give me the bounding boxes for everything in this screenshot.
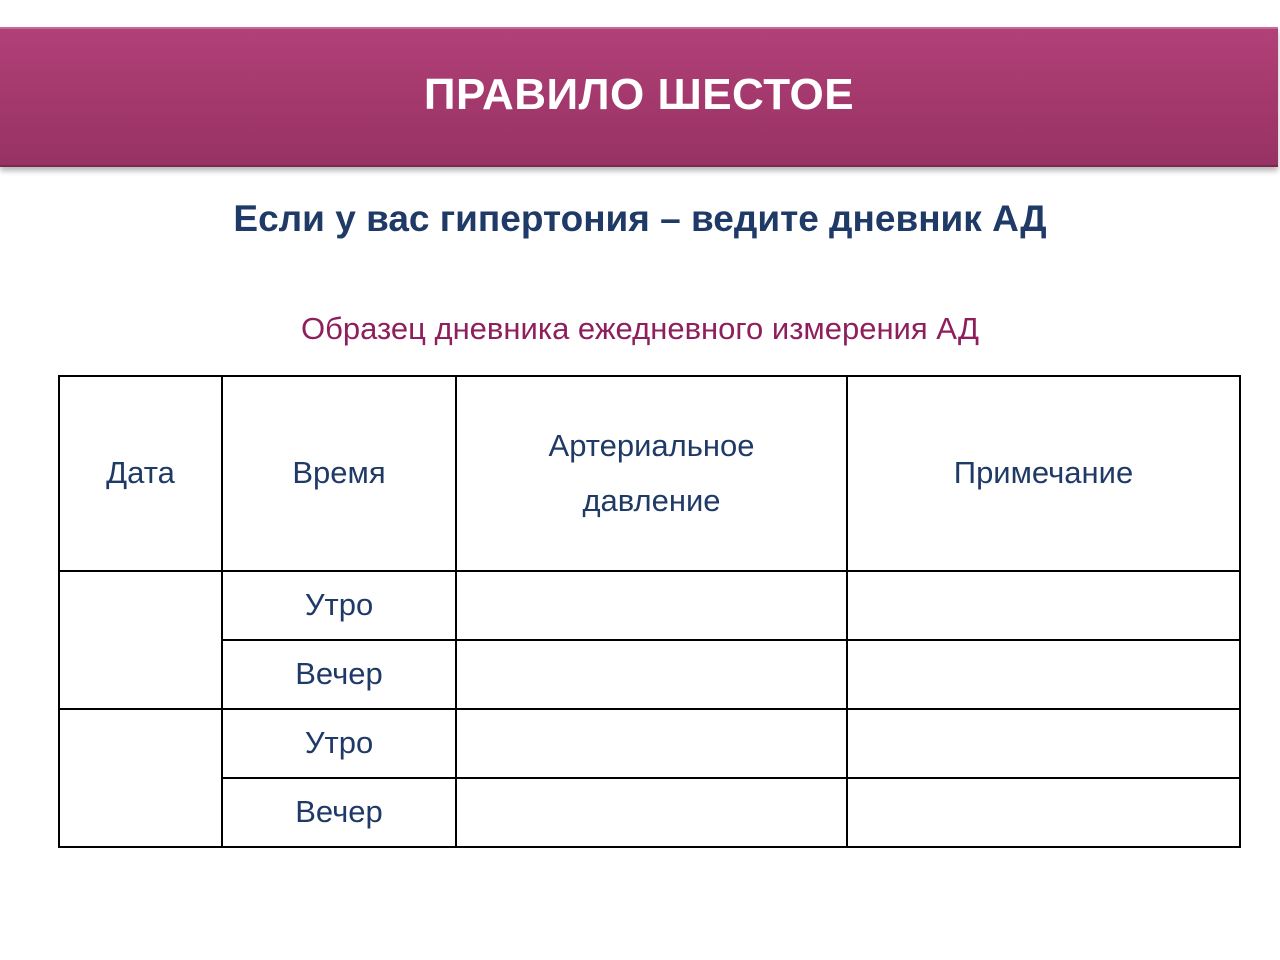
note-cell [847, 778, 1240, 847]
time-cell: Вечер [222, 778, 456, 847]
header-pressure [456, 376, 847, 571]
title-banner [0, 27, 1278, 167]
pressure-cell [456, 640, 847, 709]
header-time: Время [222, 376, 456, 571]
bp-diary-table [58, 375, 1241, 848]
time-cell: Утро [222, 571, 456, 640]
table-row [59, 709, 1240, 778]
table-row [59, 640, 1240, 709]
header-pressure-line1: Артериальное [548, 428, 755, 464]
slide-subtitle: Если у вас гипертония – ведите дневник АД [233, 198, 1047, 239]
header-note: Примечание [847, 376, 1240, 571]
table-caption: Образец дневника ежедневного измерения АД [301, 311, 979, 346]
table-header-row [59, 376, 1240, 571]
time-cell: Вечер [222, 640, 456, 709]
slide-title: ПРАВИЛО ШЕСТОЕ [423, 70, 855, 119]
date-cell [59, 709, 222, 847]
pressure-cell [456, 709, 847, 778]
note-cell [847, 640, 1240, 709]
time-cell: Утро [222, 709, 456, 778]
pressure-cell [456, 778, 847, 847]
date-cell [59, 571, 222, 709]
header-pressure-line2: давление [582, 482, 721, 518]
note-cell [847, 709, 1240, 778]
header-date: Дата [59, 376, 222, 571]
table-row [59, 571, 1240, 640]
pressure-cell [456, 571, 847, 640]
table-row [59, 778, 1240, 847]
note-cell [847, 571, 1240, 640]
